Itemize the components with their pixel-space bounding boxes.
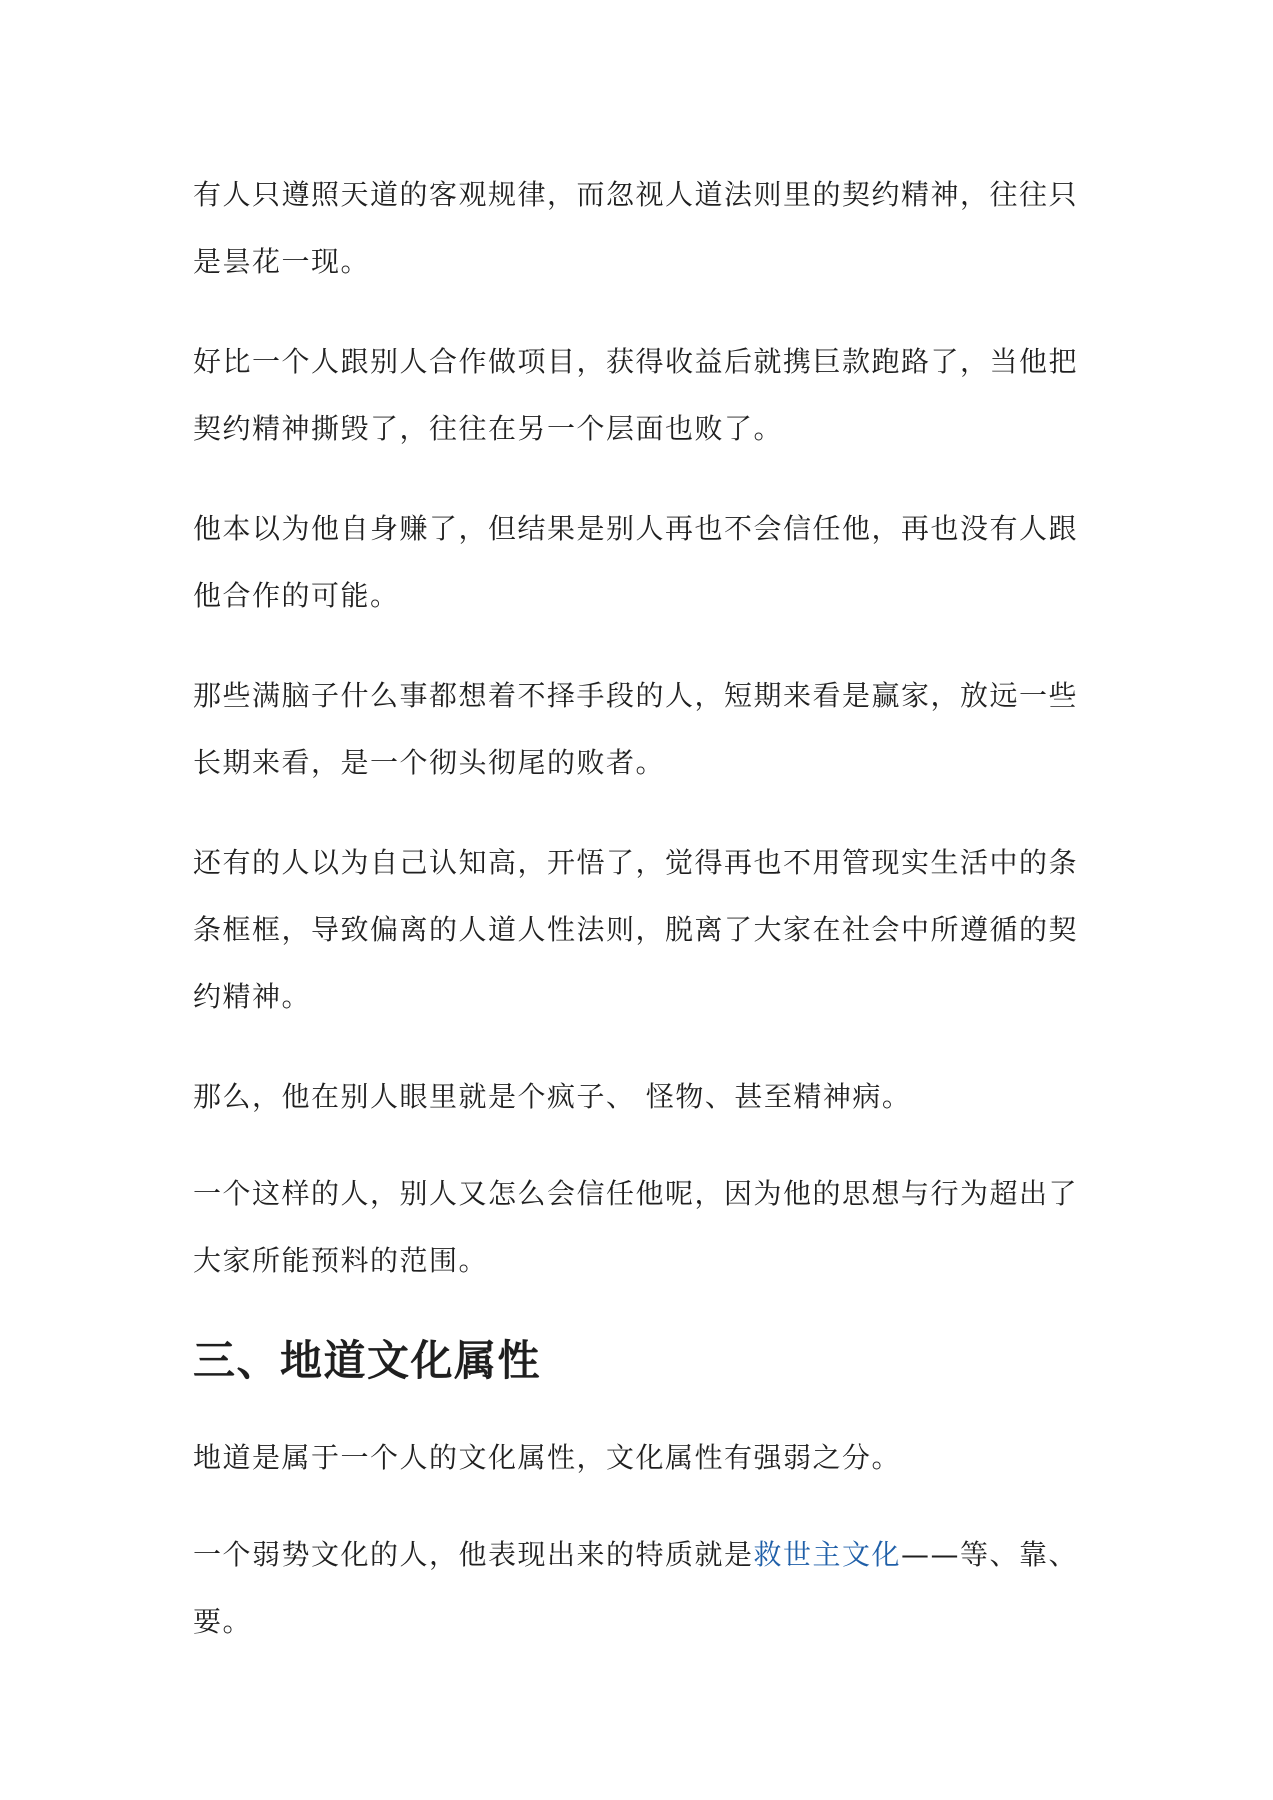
paragraph-7: 一个这样的人，别人又怎么会信任他呢，因为他的思想与行为超出了大家所能预料的范围。 — [193, 1177, 1079, 1277]
paragraph-9 — [193, 1521, 1093, 1655]
paragraph-2: 好比一个人跟别人合作做项目，获得收益后就携巨款跑路了，当他把契约精神撕毁了，往往在另一个层面也败了。 — [193, 345, 1079, 445]
paragraph-9-text-start: 一个弱势文化的人，他表现出来的特质就是 — [193, 1538, 754, 1571]
article-body — [193, 161, 1093, 1688]
paragraph-9-text-end: ——等、靠、要。 — [193, 1538, 1079, 1638]
paragraph-6: 那么，他在别人眼里就是个疯子、 怪物、甚至精神病。 — [193, 1080, 912, 1113]
paragraph-5: 还有的人以为自己认知高，开悟了，觉得再也不用管现实生活中的条条框框，导致偏离的人道人性法则，脱离了大家在社会中所遵循的契约精神。 — [193, 846, 1079, 1013]
paragraph-8: 地道是属于一个人的文化属性，文化属性有强弱之分。 — [193, 1441, 902, 1474]
savior-culture-link[interactable]: 救世主文化 — [753, 1538, 902, 1571]
paragraph-1: 有人只遵照天道的客观规律，而忽视人道法则里的契约精神，往往只是昙花一现。 — [193, 178, 1079, 278]
paragraph-3: 他本以为他自身赚了，但结果是别人再也不会信任他，再也没有人跟他合作的可能。 — [193, 512, 1079, 612]
section-heading: 三、地道文化属性 — [193, 1336, 542, 1385]
paragraph-4: 那些满脑子什么事都想着不择手段的人，短期来看是赢家，放远一些长期来看，是一个彻头彻尾的败者。 — [193, 679, 1079, 779]
